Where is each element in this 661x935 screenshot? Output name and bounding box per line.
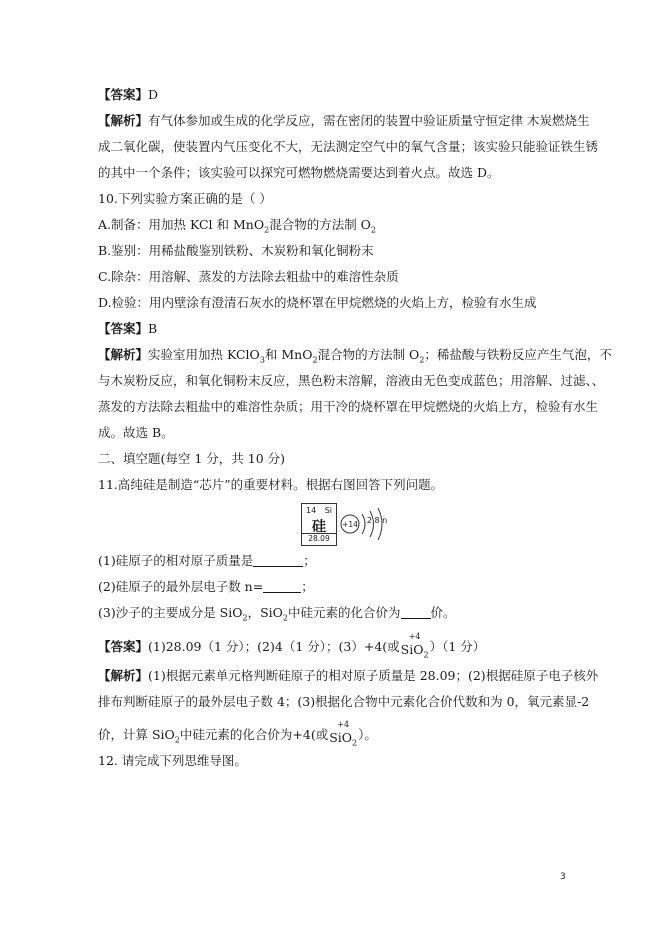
q11-part2: (2)硅原子的最外层电子数 n= ； — [98, 579, 314, 594]
analysis-label: 【解析】 — [98, 668, 149, 683]
q9-analysis-line1: 【解析】有气体参加或生成的化学反应，需在密闭的装置中验证质量守恒定律 木炭燃烧生 — [98, 113, 590, 128]
atomic-number: 14 — [306, 506, 317, 515]
element-tile — [301, 503, 337, 546]
q11-stem: 11.高纯硅是制造“芯片”的重要材料。根据右图回答下列问题。 — [98, 477, 444, 492]
page-number: 3 — [560, 872, 566, 882]
valence-formula: +4 SiO$_2$ — [400, 632, 429, 660]
answer-blank[interactable] — [263, 580, 301, 593]
q12-stem: 12. 请完成下列思维导图。 — [98, 753, 247, 768]
shell-electrons: 2 8 n — [366, 516, 388, 525]
q11-part3: (3)沙子的主要成分是 SiO$_2$，SiO$_2$中硅元素的化合价为 价。 — [98, 605, 456, 623]
element-name: 硅 — [312, 519, 326, 535]
q10-answer: 【答案】B — [98, 321, 158, 336]
q10-analysis-line4: 成。故选 B。 — [98, 425, 174, 440]
q11-analysis-line2: 排布判断硅原子的最外层电子数 4；(3)根据化合物中元素化合价代数和为 0，氧元素显-2 — [98, 694, 590, 709]
atomic-mass: 28.09 — [302, 533, 336, 543]
q9-analysis-line3: 的其中一个条件；该实验可以探究可燃物燃烧需要达到着火点。故选 D。 — [98, 165, 500, 180]
q10-analysis-line2: 与木炭粉反应，和氧化铜粉末反应，黑色粉末溶解，溶液由无色变成蓝色；用溶解、过滤、、 — [98, 373, 605, 388]
q10-option-d: D.检验：用内壁涂有澄清石灰水的烧杯罩在甲烷燃烧的火焰上方，检验有水生成 — [98, 295, 537, 310]
answer-label: 【答案】 — [98, 321, 149, 336]
q11-part1: (1)硅原子的相对原子质量是 ； — [98, 553, 316, 568]
section-title: 二、填空题(每空 1 分，共 10 分) — [98, 451, 286, 466]
valence-formula: +4 SiO$_2$ — [329, 720, 358, 748]
answer-label: 【答案】 — [98, 87, 149, 102]
analysis-label: 【解析】 — [98, 113, 149, 128]
q10-analysis-line1: 【解析】实验室用加热 KClO$_3$和 MnO$_2$混合物的方法制 $O_2$；稀盐酸与铁粉反应产生气泡，不 — [98, 347, 612, 365]
q11-analysis-line1: 【解析】(1)根据元素单元格判断硅原子的相对原子质量是 28.09；(2)根据硅原子电子核外 — [98, 668, 599, 683]
answer-blank[interactable] — [253, 554, 303, 567]
analysis-label: 【解析】 — [98, 347, 149, 362]
nucleus-charge: +14 — [342, 520, 358, 529]
q11-analysis-line3: 价，计算 SiO$_2$中硅元素的化合价为+4(或 +4 SiO$_2$）。 — [98, 720, 377, 748]
q9-analysis-line2: 成二氧化碳，使装置内气压变化不大，无法测定空气中的氧气含量；该实验只能验证铁生锈 — [98, 139, 599, 154]
shell-arc-1 — [362, 514, 365, 534]
q10-stem: 10.下列实验方案正确的是（ ） — [98, 191, 272, 206]
answer-blank[interactable] — [401, 606, 431, 619]
element-symbol: Si — [324, 506, 332, 515]
q11-answer: 【答案】(1)28.09（1 分）；(2)4（1 分）；(3）+4(或 +4 SiO$_2$）（1 分） — [98, 632, 486, 660]
q10-option-a: A.制备：用加热 KCl 和 MnO$_2$混合物的方法制 $O_2$ — [98, 217, 377, 235]
answer-label: 【答案】 — [98, 639, 149, 654]
q10-analysis-line3: 蒸发的方法除去粗盐中的难溶性杂质；用干冷的烧杯罩在甲烷燃烧的火焰上方，检验有水生 — [98, 399, 599, 414]
q10-option-b: B.鉴别：用稀盐酸鉴别铁粉、木炭粉和氧化铜粉末 — [98, 243, 374, 258]
atom-structure-diagram — [340, 506, 400, 542]
q9-answer: 【答案】D — [98, 87, 159, 102]
q10-option-c: C.除杂：用溶解、蒸发的方法除去粗盐中的难溶性杂质 — [98, 269, 399, 284]
